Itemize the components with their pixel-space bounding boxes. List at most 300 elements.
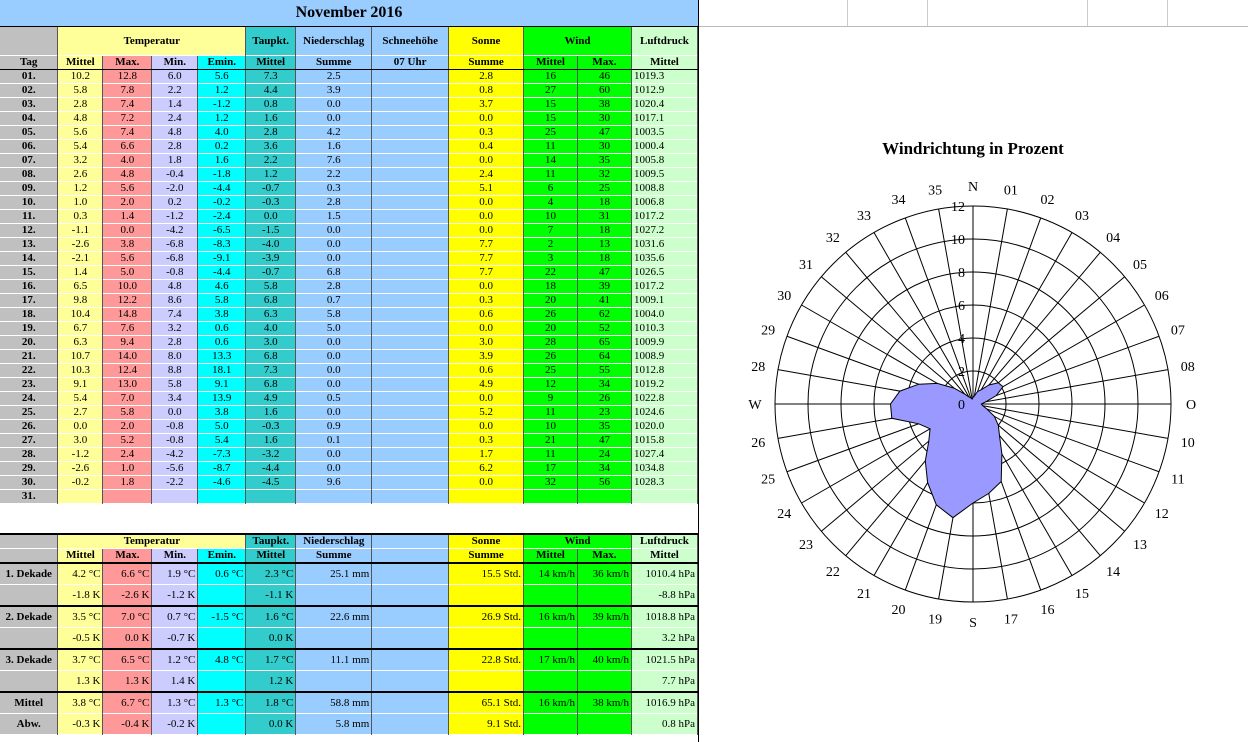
summary-abw-value: 0.0 K xyxy=(103,628,152,650)
niederschlag: 6.8 xyxy=(296,266,372,280)
daily-table xyxy=(0,27,698,504)
temp-max: 7.2 xyxy=(103,112,152,126)
summary-blank xyxy=(0,534,58,549)
schnee-uhr-header: 07 Uhr xyxy=(372,56,449,70)
taupkt: -0.3 xyxy=(246,420,296,434)
table-row xyxy=(0,406,698,420)
empty-cell xyxy=(1087,0,1168,26)
sonne: 0.0 xyxy=(449,224,524,238)
niederschlag: 0.9 xyxy=(296,420,372,434)
luftdruck: 1019.2 xyxy=(631,378,697,392)
sonne: 1.7 xyxy=(449,448,524,462)
summary-abw-value xyxy=(524,671,578,693)
table-row xyxy=(0,364,698,378)
direction-label: 34 xyxy=(891,193,906,209)
wind-max: 30 xyxy=(578,140,632,154)
day-label: 18. xyxy=(0,308,58,322)
temp-min: -1.2 xyxy=(152,210,198,224)
sonne: 3.9 xyxy=(449,350,524,364)
table-row xyxy=(0,252,698,266)
temp-max: 5.2 xyxy=(103,434,152,448)
sheet-top-cells xyxy=(699,0,1248,27)
temp-mittel: 6.7 xyxy=(58,322,103,336)
sonne: 0.0 xyxy=(449,112,524,126)
luftdruck: 1035.6 xyxy=(631,252,697,266)
temp-mittel: -2.6 xyxy=(58,238,103,252)
niederschlag: 0.0 xyxy=(296,406,372,420)
temp-min: 8.0 xyxy=(152,350,198,364)
wind-mittel: 12 xyxy=(524,378,578,392)
sonne: 2.4 xyxy=(449,168,524,182)
wind-max: 25 xyxy=(578,182,632,196)
temp-emin: 9.1 xyxy=(198,378,246,392)
summary-value: 14 km/h xyxy=(524,563,578,585)
summary-value: 7.0 °C xyxy=(103,606,152,628)
sonne: 0.0 xyxy=(449,476,524,490)
taupkt: -0.7 xyxy=(246,182,296,196)
summary-value: 26.9 Std. xyxy=(449,606,524,628)
schneehoehe xyxy=(372,280,449,294)
day-label: 17. xyxy=(0,294,58,308)
temp-emin: 0.2 xyxy=(198,140,246,154)
schneehoehe xyxy=(372,322,449,336)
direction-label: 19 xyxy=(928,612,943,628)
temp-min: -0.4 xyxy=(152,168,198,182)
temp-min: 7.4 xyxy=(152,308,198,322)
summary-value: 1018.8 hPa xyxy=(631,606,697,628)
direction-label: S xyxy=(969,616,977,631)
wind-max: 18 xyxy=(578,224,632,238)
blank-header xyxy=(0,27,58,56)
summary-row xyxy=(0,563,698,585)
wind-mittel: 27 xyxy=(524,84,578,98)
temp-min xyxy=(152,490,198,504)
luftdruck-mittel-header: Mittel xyxy=(631,56,697,70)
day-label: 02. xyxy=(0,84,58,98)
summary-abw-value: -2.6 K xyxy=(103,585,152,607)
direction-label: 26 xyxy=(751,435,766,451)
niederschlag: 9.6 xyxy=(296,476,372,490)
schneehoehe xyxy=(372,350,449,364)
temp-max xyxy=(103,490,152,504)
wind-mittel: 9 xyxy=(524,392,578,406)
wind-mittel: 26 xyxy=(524,308,578,322)
summary-row xyxy=(0,692,698,714)
summary-label: 2. Dekade xyxy=(0,606,58,628)
temp-emin: -4.4 xyxy=(198,182,246,196)
direction-label: 10 xyxy=(1180,435,1195,451)
direction-label: 17 xyxy=(1003,612,1018,628)
table-row xyxy=(0,462,698,476)
wind-max: 46 xyxy=(578,70,632,84)
taupkt: 2.8 xyxy=(246,126,296,140)
wind-max: 26 xyxy=(578,392,632,406)
temp-mittel: 9.1 xyxy=(58,378,103,392)
summary-min-header: Min. xyxy=(152,549,198,564)
wind-max: 35 xyxy=(578,154,632,168)
table-row xyxy=(0,98,698,112)
schneehoehe xyxy=(372,252,449,266)
direction-label: 14 xyxy=(1106,564,1121,580)
luftdruck: 1005.8 xyxy=(631,154,697,168)
summary-abw-value xyxy=(577,714,631,735)
summary-abw-label xyxy=(0,585,58,607)
niederschlag: 7.6 xyxy=(296,154,372,168)
temp-max: 0.0 xyxy=(103,224,152,238)
summary-value: 1010.4 hPa xyxy=(631,563,697,585)
summary-abw-label: Abw. xyxy=(0,714,58,735)
temp-mittel: 0.3 xyxy=(58,210,103,224)
summary-table xyxy=(0,533,698,735)
summary-blank-4 xyxy=(372,549,449,564)
luftdruck: 1026.5 xyxy=(631,266,697,280)
schneehoehe xyxy=(372,210,449,224)
niederschlag: 2.8 xyxy=(296,280,372,294)
temp-max: 10.0 xyxy=(103,280,152,294)
day-label: 15. xyxy=(0,266,58,280)
luftdruck: 1017.2 xyxy=(631,280,697,294)
luftdruck: 1000.4 xyxy=(631,140,697,154)
empty-cell xyxy=(767,0,848,26)
summary-value: 4.2 °C xyxy=(58,563,103,585)
taupkt: 0.0 xyxy=(246,210,296,224)
direction-label: 32 xyxy=(825,231,840,247)
taupkt: 7.3 xyxy=(246,364,296,378)
summary-abw-value: 5.8 mm xyxy=(296,714,372,735)
summary-abw-value: 3.2 hPa xyxy=(631,628,697,650)
wind-mittel: 21 xyxy=(524,434,578,448)
temp-emin: 0.6 xyxy=(198,322,246,336)
niederschlag-header: Niederschlag xyxy=(296,27,372,56)
summary-abw-value xyxy=(524,628,578,650)
niederschlag: 1.5 xyxy=(296,210,372,224)
wind-max: 56 xyxy=(578,476,632,490)
summary-abw-value: 1.3 K xyxy=(58,671,103,693)
table-row xyxy=(0,448,698,462)
wind-mittel: 28 xyxy=(524,336,578,350)
taupkt: 3.0 xyxy=(246,336,296,350)
day-label: 12. xyxy=(0,224,58,238)
niederschlag: 5.0 xyxy=(296,322,372,336)
table-row xyxy=(0,378,698,392)
summary-sonne-header: Sonne xyxy=(449,534,524,549)
direction-label: W xyxy=(748,398,762,413)
summary-abw-label xyxy=(0,671,58,693)
day-label: 24. xyxy=(0,392,58,406)
temp-min: 4.8 xyxy=(152,126,198,140)
wind-mittel: 32 xyxy=(524,476,578,490)
wind-max xyxy=(578,490,632,504)
temp-max: 1.8 xyxy=(103,476,152,490)
sonne: 3.0 xyxy=(449,336,524,350)
summary-label: Mittel xyxy=(0,692,58,714)
schneehoehe xyxy=(372,378,449,392)
temp-emin: 1.2 xyxy=(198,112,246,126)
day-label: 31. xyxy=(0,490,58,504)
radius-tick-label: 2 xyxy=(958,365,965,380)
month-title: November 2016 xyxy=(0,0,698,27)
sonne: 0.3 xyxy=(449,434,524,448)
luftdruck: 1012.8 xyxy=(631,364,697,378)
direction-label: 33 xyxy=(857,209,871,225)
summary-taupkt-header: Taupkt. xyxy=(246,534,296,549)
summary-value: 11.1 mm xyxy=(296,649,372,671)
direction-label: 16 xyxy=(1040,602,1055,618)
summary-abw-value xyxy=(449,585,524,607)
niederschlag: 0.0 xyxy=(296,98,372,112)
temp-mittel: 6.3 xyxy=(58,336,103,350)
direction-label: 29 xyxy=(761,323,776,339)
wind-max: 62 xyxy=(578,308,632,322)
table-row xyxy=(0,70,698,84)
luftdruck: 1017.2 xyxy=(631,210,697,224)
temp-emin: -9.1 xyxy=(198,252,246,266)
summary-label: 3. Dekade xyxy=(0,649,58,671)
direction-label: 06 xyxy=(1154,289,1169,304)
summary-value: 16 km/h xyxy=(524,692,578,714)
summary-value: 2.3 °C xyxy=(246,563,296,585)
summary-abw-value: 0.0 K xyxy=(246,628,296,650)
summary-abw-row xyxy=(0,628,698,650)
day-label: 30. xyxy=(0,476,58,490)
summary-abw-value: 1.3 K xyxy=(103,671,152,693)
direction-label: 13 xyxy=(1132,538,1147,554)
schneehoehe xyxy=(372,476,449,490)
wind-max: 13 xyxy=(578,238,632,252)
summary-value: 22.6 mm xyxy=(296,606,372,628)
niederschlag: 0.1 xyxy=(296,434,372,448)
sonne: 7.7 xyxy=(449,266,524,280)
temp-mittel: 5.4 xyxy=(58,392,103,406)
summary-row xyxy=(0,649,698,671)
summary-value: 25.1 mm xyxy=(296,563,372,585)
temp-emin: 5.4 xyxy=(198,434,246,448)
direction-label: N xyxy=(967,180,979,195)
summary-abw-value xyxy=(198,628,246,650)
summary-value: 1.3 °C xyxy=(152,692,198,714)
sonne: 0.0 xyxy=(449,210,524,224)
niederschlag: 0.7 xyxy=(296,294,372,308)
temp-mittel: 10.2 xyxy=(58,70,103,84)
wind-max: 34 xyxy=(578,462,632,476)
niederschlag: 0.0 xyxy=(296,448,372,462)
temp-mittel: 10.7 xyxy=(58,350,103,364)
temp-min: 8.8 xyxy=(152,364,198,378)
day-label: 27. xyxy=(0,434,58,448)
summary-value: 40 km/h xyxy=(577,649,631,671)
wind-mittel: 20 xyxy=(524,294,578,308)
summary-ns-summe: Summe xyxy=(296,549,372,564)
wind-mittel: 3 xyxy=(524,252,578,266)
temp-min: 3.2 xyxy=(152,322,198,336)
sonne: 5.2 xyxy=(449,406,524,420)
wind-max: 38 xyxy=(578,98,632,112)
taupkt: 3.6 xyxy=(246,140,296,154)
schneehoehe xyxy=(372,490,449,504)
day-label: 20. xyxy=(0,336,58,350)
direction-label: 35 xyxy=(928,183,943,199)
schneehoehe xyxy=(372,294,449,308)
direction-label: 01 xyxy=(1003,183,1018,199)
temp-mittel: 5.4 xyxy=(58,140,103,154)
luftdruck: 1019.3 xyxy=(631,70,697,84)
temp-min: -6.8 xyxy=(152,252,198,266)
temp-emin: 18.1 xyxy=(198,364,246,378)
empty-cell xyxy=(927,0,1088,26)
temp-emin xyxy=(198,490,246,504)
temp-max: 5.0 xyxy=(103,266,152,280)
temp-max: 7.8 xyxy=(103,84,152,98)
direction-label: 24 xyxy=(777,507,792,522)
temp-max: 6.6 xyxy=(103,140,152,154)
wind-mittel xyxy=(524,490,578,504)
temp-max: 5.6 xyxy=(103,252,152,266)
table-row xyxy=(0,168,698,182)
min-header: Min. xyxy=(152,56,198,70)
temp-min: -6.8 xyxy=(152,238,198,252)
temp-mittel: 4.8 xyxy=(58,112,103,126)
direction-label: 28 xyxy=(751,360,766,376)
temp-min: 1.8 xyxy=(152,154,198,168)
table-row xyxy=(0,238,698,252)
schneehoehe xyxy=(372,364,449,378)
taupkt: -0.7 xyxy=(246,266,296,280)
day-label: 10. xyxy=(0,196,58,210)
temp-emin: -6.5 xyxy=(198,224,246,238)
summary-value: 38 km/h xyxy=(577,692,631,714)
wind-mittel: 22 xyxy=(524,266,578,280)
temp-emin: 13.9 xyxy=(198,392,246,406)
wind-mittel: 11 xyxy=(524,448,578,462)
direction-label: 20 xyxy=(891,602,906,618)
luftdruck: 1022.8 xyxy=(631,392,697,406)
temp-min: -0.8 xyxy=(152,434,198,448)
temp-emin: -2.4 xyxy=(198,210,246,224)
summary-emin-header: Emin. xyxy=(198,549,246,564)
luftdruck: 1012.9 xyxy=(631,84,697,98)
temp-max: 7.0 xyxy=(103,392,152,406)
temp-max: 2.4 xyxy=(103,448,152,462)
niederschlag: 0.5 xyxy=(296,392,372,406)
tag-header: Tag xyxy=(0,56,58,70)
temp-emin: 1.6 xyxy=(198,154,246,168)
taupkt: 5.8 xyxy=(246,280,296,294)
wind-mittel: 26 xyxy=(524,350,578,364)
schneehoehe xyxy=(372,140,449,154)
day-label: 21. xyxy=(0,350,58,364)
summary-value: 0.7 °C xyxy=(152,606,198,628)
day-label: 19. xyxy=(0,322,58,336)
temp-min: -0.8 xyxy=(152,420,198,434)
summary-value: 16 km/h xyxy=(524,606,578,628)
summary-blank-3 xyxy=(0,549,58,564)
table-row xyxy=(0,434,698,448)
wind-mittel: 16 xyxy=(524,70,578,84)
table-row xyxy=(0,322,698,336)
day-label: 08. xyxy=(0,168,58,182)
taupkt: 7.3 xyxy=(246,70,296,84)
summary-wind-max: Max. xyxy=(577,549,631,564)
summary-abw-value xyxy=(296,628,372,650)
day-label: 04. xyxy=(0,112,58,126)
summary-value: 3.5 °C xyxy=(58,606,103,628)
luftdruck: 1006.8 xyxy=(631,196,697,210)
table-row xyxy=(0,112,698,126)
summary-wind-mittel: Mittel xyxy=(524,549,578,564)
luftdruck: 1020.4 xyxy=(631,98,697,112)
schneehoehe xyxy=(372,238,449,252)
sonne: 0.0 xyxy=(449,154,524,168)
table-row xyxy=(0,392,698,406)
temp-emin: 3.8 xyxy=(198,406,246,420)
luftdruck: 1034.8 xyxy=(631,462,697,476)
luftdruck xyxy=(631,490,697,504)
taupkt: -0.3 xyxy=(246,196,296,210)
niederschlag-summe-header: Summe xyxy=(296,56,372,70)
summary-abw-value xyxy=(577,671,631,693)
wind-max: 52 xyxy=(578,322,632,336)
wind-mittel: 20 xyxy=(524,322,578,336)
sonne: 6.2 xyxy=(449,462,524,476)
day-label: 14. xyxy=(0,252,58,266)
summary-value: 1.9 °C xyxy=(152,563,198,585)
temp-min: -4.2 xyxy=(152,448,198,462)
temp-mittel: 10.4 xyxy=(58,308,103,322)
niederschlag: 0.0 xyxy=(296,112,372,126)
temp-max: 4.8 xyxy=(103,168,152,182)
taupkt: 1.6 xyxy=(246,406,296,420)
summary-value: 1.7 °C xyxy=(246,649,296,671)
summary-abw-value xyxy=(372,628,449,650)
sonne: 0.3 xyxy=(449,126,524,140)
temp-min: 1.4 xyxy=(152,98,198,112)
wind-max: 47 xyxy=(578,434,632,448)
temp-min: 5.8 xyxy=(152,378,198,392)
temp-max: 7.4 xyxy=(103,98,152,112)
temp-max: 14.0 xyxy=(103,350,152,364)
temp-mittel: 2.8 xyxy=(58,98,103,112)
taupkt: 6.8 xyxy=(246,294,296,308)
temp-mittel: 1.4 xyxy=(58,266,103,280)
wind-mittel: 10 xyxy=(524,210,578,224)
summary-value: 22.8 Std. xyxy=(449,649,524,671)
temp-mittel: 9.8 xyxy=(58,294,103,308)
summary-abw-value xyxy=(577,585,631,607)
summary-abw-value: 7.7 hPa xyxy=(631,671,697,693)
temp-max: 14.8 xyxy=(103,308,152,322)
temp-emin: 3.8 xyxy=(198,308,246,322)
table-row xyxy=(0,490,698,504)
luftdruck: 1009.1 xyxy=(631,294,697,308)
temp-emin: 1.2 xyxy=(198,84,246,98)
temp-mittel: 3.2 xyxy=(58,154,103,168)
temp-min: -4.2 xyxy=(152,224,198,238)
temp-min: 8.6 xyxy=(152,294,198,308)
temp-min: 2.8 xyxy=(152,140,198,154)
sonne-header: Sonne xyxy=(449,27,524,56)
taupkt: 6.3 xyxy=(246,308,296,322)
radius-tick-label: 10 xyxy=(951,233,965,248)
summary-abw-row xyxy=(0,585,698,607)
direction-label: 12 xyxy=(1154,507,1169,522)
direction-label: 11 xyxy=(1171,472,1185,488)
niederschlag: 4.2 xyxy=(296,126,372,140)
wind-series-area xyxy=(891,383,1004,518)
niederschlag: 0.0 xyxy=(296,252,372,266)
radius-tick-label: 6 xyxy=(958,299,965,314)
taupkt: -4.5 xyxy=(246,476,296,490)
summary-abw-value xyxy=(449,671,524,693)
